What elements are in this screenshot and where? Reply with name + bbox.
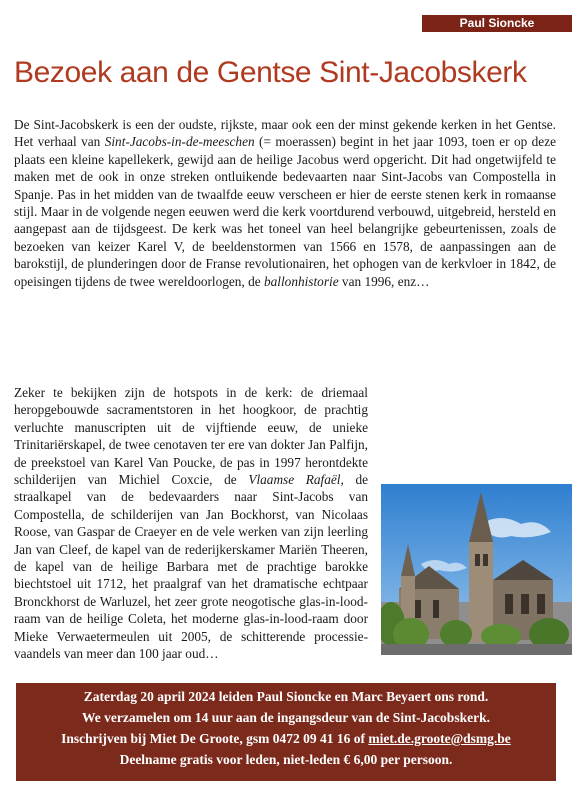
intro-paragraph (14, 116, 556, 290)
registration-text: Inschrijven bij Miet De Groote, gsm 0472 09 41 16 of (61, 731, 369, 746)
intro-text-1: De Sint-Jacobskerk is een der oudste, rijkste, maar ook een der minst gekende kerken in het Gentse. Het verhaal van (14, 117, 556, 150)
intro-text-2: (= moerassen) begint in het jaar 1093, toen er op deze plaats een kleine kapellekerk, gewijd aan de heilige Jacobus werd opgericht. Dit had ongetwijfeld te maken met de ook in onze streken ontluikende bedevaarten naar Sint-Jacobs van Compostella in Spanje. Pas in het midden van de twaalfde eeuw verscheen er hier de eerste stenen kerk in romaanse stijl. Maar in de volgende negen eeuwen werd die kerk voortdurend verbouwd, uitgebreid, hersteld en aangepast aan de tijdsgeest. De kerk was het toneel van heel belangrijke gebeurtenissen, zoals de bezoeken van keizer Karel V, de beeldenstormen van 1566 en 1578, de aanpassingen aan de barokstijl, de plunderingen door de Franse revolutionairen, het ophogen van de kerkvloer in 1842, de opeisingen tijdens de twee wereldoorlogen, de (14, 134, 556, 289)
event-info-box (16, 683, 556, 781)
event-meeting-line: We verzamelen om 14 uur aan de ingangsdeur van de Sint-Jacobskerk. (82, 710, 490, 725)
intro-emphasis-1: Sint-Jacobs-in-de-meeschen (104, 134, 255, 150)
church-photo (381, 484, 572, 655)
hotspots-emphasis: Vlaamse Rafaël, (248, 472, 344, 488)
header-bar (0, 0, 572, 30)
article-title: Bezoek aan de Gentse Sint-Jacobskerk (14, 56, 527, 89)
church-illustration (381, 484, 572, 655)
email-link[interactable]: miet.de.groote@dsmg.be (368, 731, 511, 746)
event-registration-line (16, 728, 556, 749)
author-tag: Paul Sioncke (422, 15, 572, 32)
event-price-line: Deelname gratis voor leden, niet-leden € 6,00 per persoon. (119, 752, 453, 767)
hotspots-text-2: de straalkapel van de bedevaarders naar Sint-Jacobs van Compostella, de schilderijen van Jan Bockhorst, van Nicolaas Roose, van Gaspar de Craeyer en de vele werken van zijn leerling Jan van Cleef, de kapel van de rederijkerskamer Mariën Theeren, de kapel van de heilige Barbara met de prachtige barokke biechtstoel uit 1712, het praalgraf van het dramatische echtpaar Bronckhorst de Warluzel, het zeer grote neogotische glas-in-lood-raam van de heilige Coleta, het moderne glas-in-lood-raam door Mieke Verwaetermeulen uit 2005, de schitterende processievaandels van meer dan 100 jaar oud… (14, 472, 369, 662)
hotspots-text-1: Zeker te bekijken zijn de hotspots in de kerk: de driemaal heropgebouwde sacramentstoren in het hoogkoor, de prachtig verluchte manuscripten uit de vijftiende eeuw, de unieke Trinitariërskapel, de twee cenotaven ter ere van dokter Jan Palfijn, de preekstoel van Karel Van Poucke, de pas in 1997 herontdekte schilderijen van Michiel Coxcie, de (14, 385, 368, 488)
intro-text-3: van 1996, enz… (338, 273, 430, 289)
intro-emphasis-2: ballonhistorie (263, 273, 339, 289)
event-date-line: Zaterdag 20 april 2024 leiden Paul Sioncke en Marc Beyaert ons rond. (83, 689, 489, 704)
